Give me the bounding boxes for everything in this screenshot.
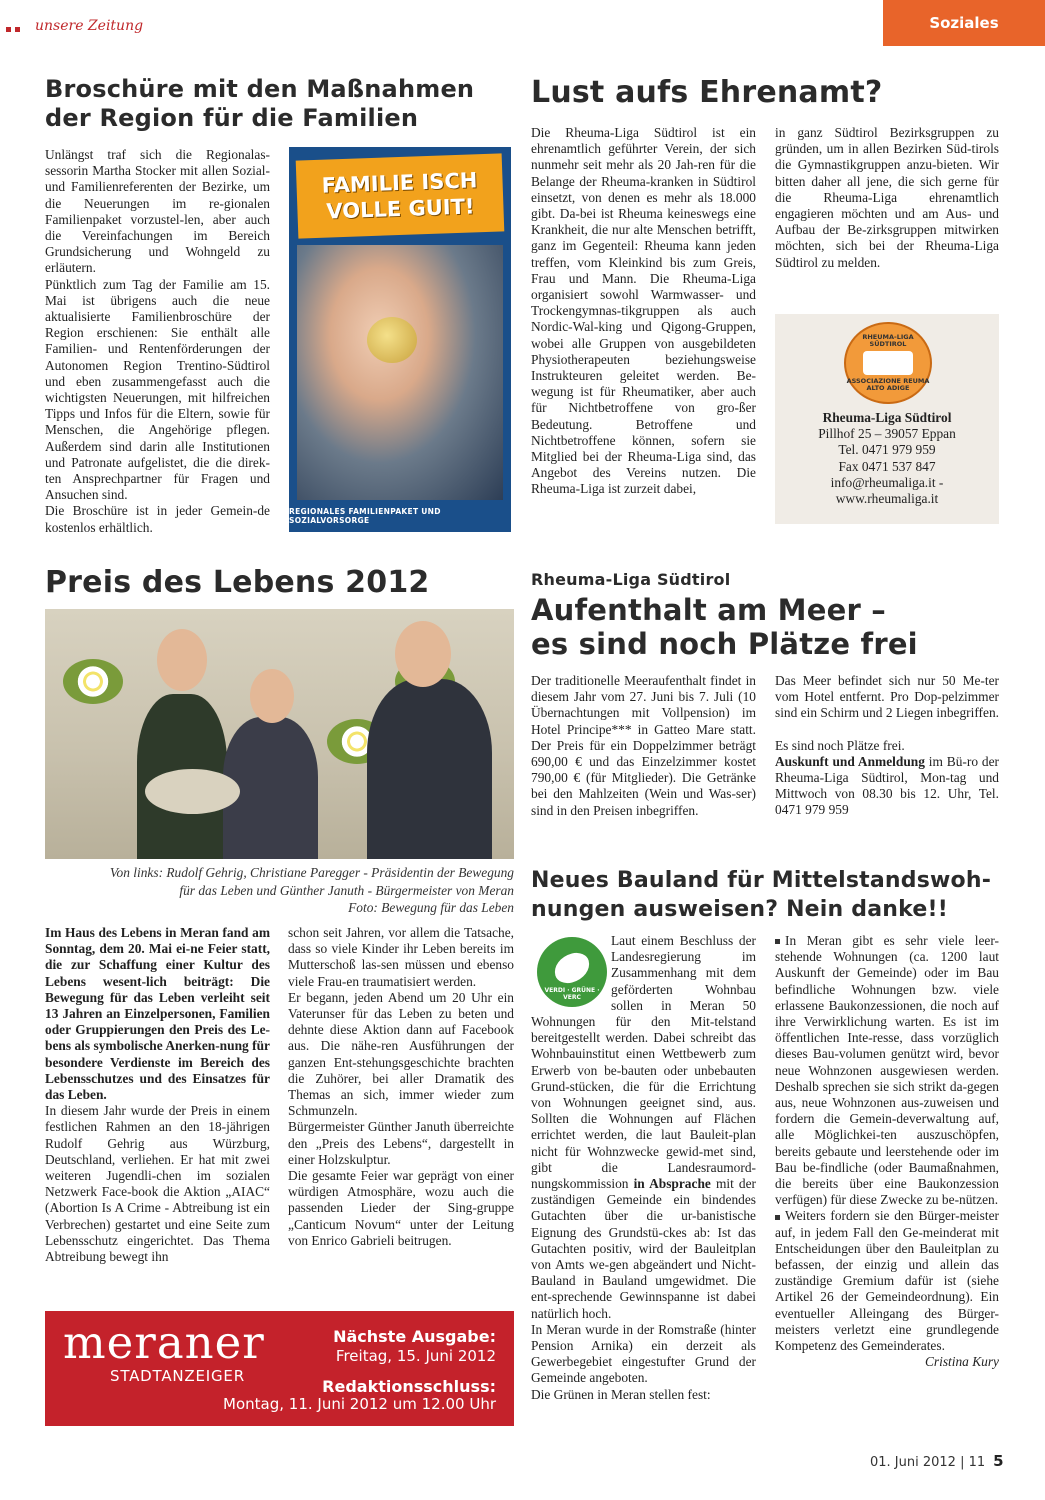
paragraph: schon seit Jahren, vor allem die Tatsache, dass so viele Kinder ihr Leben bereits im Mutterschoß las-sen müssen und ebenso viele Frau-en traumatisiert werden. [288, 925, 514, 989]
author-signature: Cristina Kury [924, 1354, 999, 1370]
paragraph: In Meran wurde in der Romstraße (hinter Pension Arnika) ein derzeit als Gewerbegebiet eingestufter Grund der Gemeinde angeboten. [531, 1321, 756, 1386]
child-photo [297, 245, 503, 500]
page-footer [870, 1452, 1004, 1470]
contact-name: Rheuma-Liga Südtirol [822, 410, 952, 425]
flower-arrangement [63, 659, 123, 704]
article-ehrenamt-col2 [775, 125, 999, 271]
paragraph: Die Rheuma-Liga Südtirol ist ein ehrenamtlich geführter Verein, der sich nunmehr seit mehr als 20 Jah-ren für die Belange der Rheuma-kranken in Südtirol einsetzt, von denen es mehr als 18.000 gibt. Da-bei ist Rheuma keineswegs eine Krankheit, die nur alte Menschen betrifft, ganz im Gegenteil: Rheuma kann jeden treffen, vom Kleinkind bis zum Greis, Frau und Mann. Die Rheuma-Liga organisiert sowohl Warmwasser- und Trockengymnas-tikgruppen als auch Nordic-Wal-king und Qigong-Gruppen, wobei alle Gruppen von ausgebildeten Physiotherapeuten beziehungsweise Instrukteuren geleitet werden. Be-wegung ist für Rheumatiker, aber auch für Nichtbetroffene von gro-ßer Bedeutung. Betroffene und Nichtbetroffene können, sofern sie Mitglied bei der Rheuma-Liga sind, das Angebot des Vereins nutzen. Die Rheuma-Liga ist zurzeit dabei, [531, 125, 756, 497]
paragraph: Bürgermeister Günther Januth überreichte den „Preis des Lebens“, dargestellt in einer Holzskulptur. [288, 1119, 514, 1167]
person-head [395, 621, 451, 687]
logo-text: ASSOCIAZIONE REUMA ALTO ADIGE [846, 377, 930, 392]
title-line: nungen ausweisen? Nein danke!! [531, 897, 948, 922]
caption-line: für das Leben und Günther Januth - Bürgermeister von Meran [179, 882, 514, 898]
article-meer-title [531, 593, 1001, 661]
paragraph: Es sind noch Plätze frei. [775, 737, 905, 753]
article-preis-col2 [288, 925, 514, 1249]
brochure-cover-image [289, 147, 511, 532]
ad-subtitle: STADTANZEIGER [110, 1367, 245, 1385]
title-line: es sind noch Plätze frei [531, 627, 918, 661]
paragraph: Pünktlich zum Tag der Familie am 15. Mai ist übrigens auch die neue aktualisierte Familienbroschüre der Region erschienen: Sie enthält alle Familien- und Rentenförderungen der Autonomen Region Trentino-Südtirol und eben zusammengefasst auch die wichtigsten Neuerungen, mit hilfreichen Tipps und Infos für die Eltern, sowie für Menschen, die Angehörige pflegen. Außerdem sind darin alle Institutionen und Patronate aufgelistet, die die direk-ten Ansprechpartner für Fragen und Ansuchen sind. [45, 276, 270, 503]
logo-text: VERDI · GRÜNE · VERC [544, 987, 600, 1001]
paragraph: In diesem Jahr wurde der Preis in einem festlichen Rahmen an den 18-jährigen Rudolf Gehrig aus Würzburg, Deutschland, verliehen. Er hat mit zwei weiteren Jugendli-chen im sozialen Netzwerk Face-book die Aktion „AIAC“ (Abortion Is A Crime - Abtreibung ist ein Verbrechen) gestartet und eine Seite zum Lebensschutz eingerichtet. Das Thema Abtreibung bewegt ihn [45, 1103, 270, 1265]
ad-brand: meraner [63, 1316, 265, 1369]
article-meer-col2 [775, 673, 999, 819]
bold-phrase: Auskunft und Anmeldung [775, 753, 925, 769]
contact-fax: Fax 0471 537 847 [838, 458, 936, 474]
header-dots [6, 27, 20, 32]
title-line: Broschüre mit den Maßnahmen [45, 75, 475, 103]
paragraph [775, 1208, 999, 1354]
article-ehrenamt-title: Lust aufs Ehrenamt? [531, 75, 883, 110]
hands-icon [863, 351, 913, 375]
article-broschuere-title [45, 75, 515, 133]
photo-credit: Foto: Bewegung für das Leben [348, 900, 514, 915]
publication-logo: unsere Zeitung [35, 18, 144, 34]
person-head [157, 629, 207, 691]
sculpture-gift [145, 769, 240, 814]
rheuma-liga-contact-box [775, 314, 999, 524]
issue-date: 01. Juni 2012 | 11 [870, 1455, 986, 1470]
contact-phone: Tel. 0471 979 959 [838, 442, 936, 458]
brochure-banner [296, 153, 505, 238]
person-head [250, 669, 294, 723]
photo-caption [45, 864, 514, 917]
article-meer-kicker: Rheuma-Liga Südtirol [531, 570, 731, 589]
text-run: mit der zuständigen Gemeinde ein bindendes Gutachten über die ur-banistische Eignung des Grundstü-ckes ab: Ist das Gutachten positiv, wird der Bauleitplan von Amts we-gen abgeändert und Nicht-Bauland in Bauland umgewidmet. Die ent-sprechende Gewinnspanne ist dabei natürlich hoch. [531, 1176, 756, 1321]
contact-email: info@rheumaliga.it - [830, 474, 944, 490]
section-tab: Soziales [883, 0, 1045, 46]
bullet-icon [775, 1215, 780, 1220]
paragraph: Der traditionelle Meeraufenthalt findet in diesem Jahr vom 27. Juni bis 7. Juli (10 Übernachtungen mit Vollpension) im Hotel Principe*** in Gatteo Mare statt. Der Preis für ein Doppelzimmer beträgt 690,00 € und das Einzelzimmer kostet 790,00 € (für Mitglieder). Die Getränke bei den Mahlzeiten (Wein und Was-ser) sind in den Preisen inbegriffen. [531, 673, 756, 818]
article-bauland-col1 [531, 933, 756, 1403]
meraner-ad-box [45, 1311, 514, 1426]
brochure-footer: REGIONALES FAMILIENPAKET UND SOZIALVORSORGE [289, 507, 441, 525]
text-run: im Bü-ro der Rheuma-Liga Südtirol, Mon-tag und Mittwoch von 08.30 bis 12. Uhr, Tel. 0471 979 959 [775, 753, 999, 818]
article-meer-col1 [531, 673, 756, 819]
paragraph: Unlängst traf sich die Regionalas-sessorin Martha Stocker mit allen Sozial- und Familienreferenten der Bezirke, um die Neuerungen im re-gionalen Familienpaket vorzustel-len, aber auch die Vereinfachungen im Bereich Grundsicherung und Wohngeld zu erläutern. [45, 147, 270, 276]
title-line: Neues Bauland für Mittelstandswoh- [531, 868, 992, 893]
person-right [367, 679, 492, 859]
title-line: Aufenthalt am Meer – [531, 593, 886, 627]
brochure-title: VOLLE GUIT! [325, 194, 475, 224]
deadline-date: Montag, 11. Juni 2012 um 12.00 Uhr [223, 1395, 496, 1413]
paragraph: in ganz Südtirol Bezirksgruppen zu gründen, um in allen Bezirken Süd-tirols die Gymnastikgruppen anzu-bieten. Wir bitten daher all jene, die sich gerne für die Rheuma-Liga ehrenamtlich engagieren möchten und am Aus- und Aufbau der Be-zirksgruppen mitwirken möchten, sich bei der Rheuma-Liga Südtirol zu melden. [775, 125, 999, 270]
page-number: 5 [993, 1452, 1004, 1470]
article-broschuere-body [45, 147, 270, 536]
apple-icon [367, 317, 417, 363]
article-preis-col1 [45, 925, 270, 1265]
deadline-label: Redaktionsschluss: [322, 1377, 496, 1396]
text-run: Weiters fordern sie den Bürger-meister auf, in jedem Fall den Ge-meinderat mit Entscheidungen über den Bauleitplan zu befassen, der einzig und allein das zuständige Gremium dafür ist (siehe Artikel 26 der Gemeindeordnung). Ein eventueller Alleingang des Bürger-meisters verletzt eine grundlegende Kompetenz des Gemeinderates. [775, 1208, 999, 1354]
article-preis-title: Preis des Lebens 2012 [45, 565, 430, 600]
paragraph [775, 754, 999, 819]
rheuma-liga-logo [844, 322, 932, 404]
bullet-icon [775, 939, 780, 944]
paragraph: Die Broschüre ist in jeder Gemein-de kostenlos erhältlich. [45, 503, 270, 535]
paragraph: Die Grünen in Meran stellen fest: [531, 1386, 711, 1402]
contact-address: Pillhof 25 – 39057 Eppan [818, 426, 956, 442]
contact-details [775, 410, 999, 507]
text-run: Laut einem Beschluss der Landesregierung im Zusammenhang mit dem geförderten Wohnbau sollen in Meran 50 Wohnungen für den Mit-telstand bereitgestellt werden. Dabei schreibt das Wohnbauinstitut einen Wettbewerb zum Erwerb von be-bauten oder unbebauten Grund-stücken, die für die Errichtung von Wohnungen geeignet sind, aus. Sollten die Wohnungen auf Flächen errichtet werden, die laut Bauleit-plan nicht für Wohnzwecke gewid-met sind, gibt die Landesraumord-nungskommission [531, 933, 756, 1192]
lead-paragraph: Im Haus des Lebens in Meran fand am Sonntag, dem 20. Mai ei-ne Feier statt, die zur Schaffung einer Kultur des Lebens wesent-lich beiträgt: Die Bewegung für das Leben verleiht seit 13 Jahren an Einzelpersonen, Familien oder Gruppierungen den Preis des Le-bens als symbolische Anerken-nung für besondere Verdienste im Bereich des Lebensschutzes und des Einsatzes für das Leben. [45, 925, 270, 1103]
article-bauland-col2 [775, 933, 999, 1370]
paragraph: Die gesamte Feier war geprägt von einer würdigen Atmosphäre, wozu auch die passenden Lieder der Sing-gruppe „Canticum Novum“ unter der Leitung von Enrico Gabrieli beitrugen. [288, 1168, 514, 1248]
caption-line: Von links: Rudolf Gehrig, Christiane Paregger - Präsidentin der Bewegung [109, 865, 514, 880]
brochure-title: FAMILIE ISCH [321, 168, 478, 198]
paragraph: Er begann, jeden Abend um 20 Uhr ein Vaterunser für das Leben zu beten und dehnte diese Aktion dann auf Facebook aus. Die nähe-ren Ausführungen der ganzen Ent-stehungsgeschichte brachten die Zuhörer, bei aller Dramatik des Themas an sich, immer wieder zum Schmunzeln. [288, 989, 514, 1119]
logo-text: RHEUMA-LIGA SÜDTIROL [862, 333, 914, 348]
title-line: der Region für die Familien [45, 104, 419, 132]
bold-phrase: in Absprache [633, 1176, 711, 1192]
next-issue-label: Nächste Ausgabe: [333, 1327, 496, 1346]
paragraph: Das Meer befindet sich nur 50 Me-ter vom Hotel entfernt. Pro Dop-pelzimmer sind ein Schirm und 2 Liegen inbegriffen. [775, 673, 999, 721]
text-run: In Meran gibt es sehr viele leer-stehende Wohnungen (ca. 1200 laut Auskunft der Gemeinde) oder im Bau befindliche Wohnungen bzw. viele erlassene Baukonzessionen, die noch auf ihre Verwirklichung warten. Es ist im öffentlichen Inte-resse, dass vorzüglich dieses Bau-volumen genützt wird, bevor neue Wohnzonen ausgewiesen werden. Deshalb sprechen sie sich strikt da-gegen aus, neue Wohnzonen aus-zuweisen und fordern die Gemein-deverwaltung auf, alle Möglichkei-ten auszuschöpfen, bereits gebaute und leerstehende oder im Bau be-findliche (oder Baumaßnahmen, die bereits über eine Baukonzession verfügen) für diese Zwecke zu be-nützen. [775, 933, 999, 1208]
contact-website: www.rheumaliga.it [835, 491, 939, 507]
award-ceremony-photo [45, 609, 514, 859]
article-ehrenamt-col1 [531, 125, 756, 498]
paragraph [775, 933, 999, 1208]
next-issue-date: Freitag, 15. Juni 2012 [335, 1347, 496, 1365]
article-bauland-title [531, 866, 1001, 924]
